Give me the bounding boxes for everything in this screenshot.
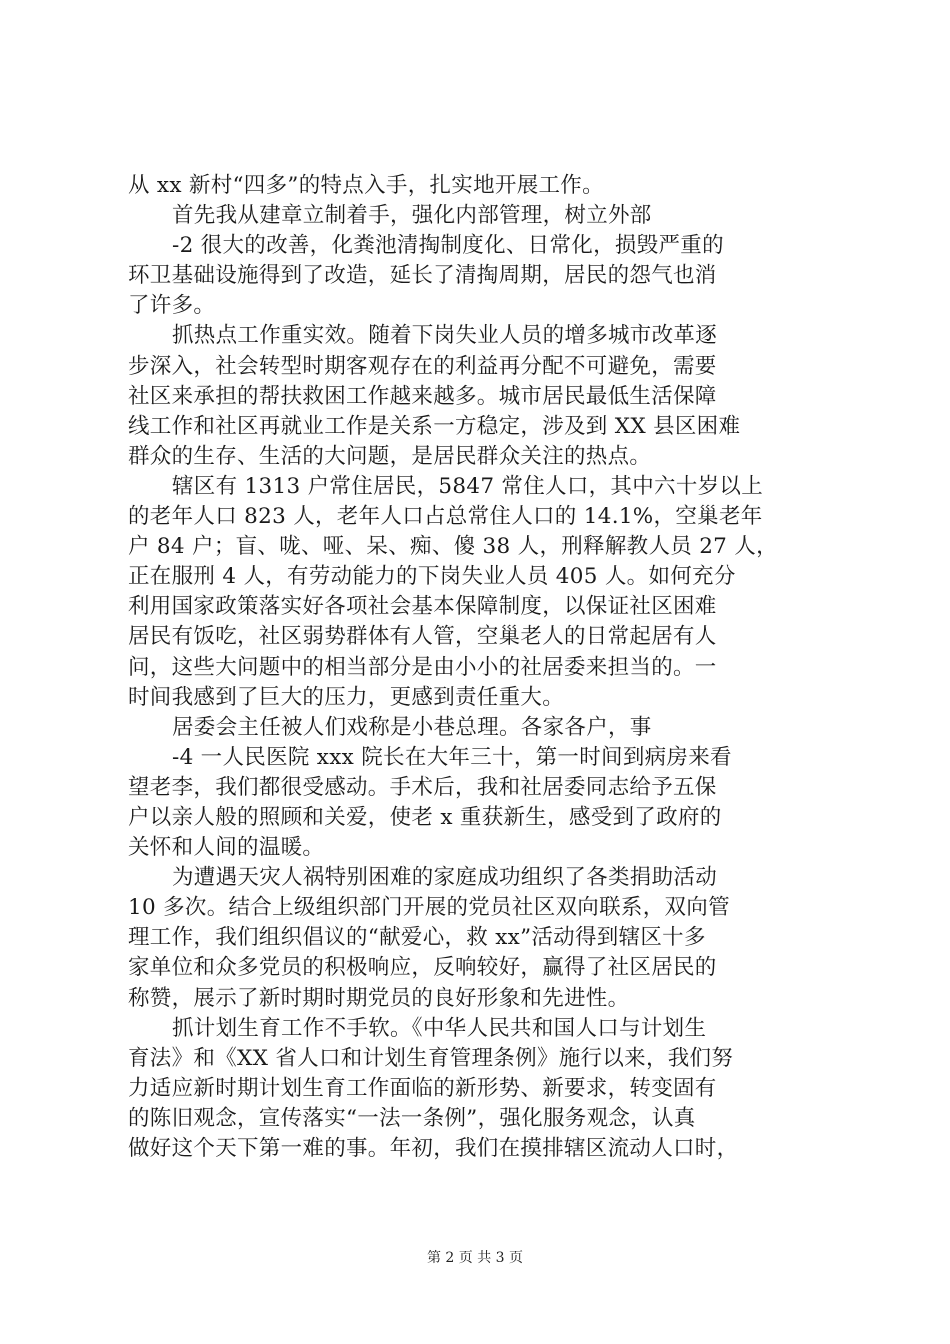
text-line: 步深入，社会转型时期客观存在的利益再分配不可避免，需要 — [128, 353, 717, 379]
text-line: 正在服刑 4 人，有劳动能力的下岗失业人员 405 人。如何充分 — [128, 564, 736, 590]
text-line: 社区来承担的帮扶救困工作越来越多。城市居民最低生活保障 — [128, 383, 717, 409]
text-line: 为遭遇天灾人祸特别困难的家庭成功组织了各类捐助活动 — [172, 865, 718, 891]
text-line: 辖区有 1313 户常住居民，5847 常住人口，其中六十岁以上 — [172, 473, 764, 499]
text-line: 理工作，我们组织倡议的“献爱心，救 xx”活动得到辖区十多 — [128, 925, 706, 951]
text-line: 首先我从建章立制着手，强化内部管理，树立外部 — [172, 203, 652, 229]
text-line: 环卫基础设施得到了改造，延长了清掏周期，居民的怨气也消 — [128, 263, 717, 289]
text-line: 育法》和《XX 省人口和计划生育管理条例》施行以来，我们努 — [128, 1045, 734, 1071]
text-line: -4 一人民医院 xxx 院长在大年三十，第一时间到病房来看 — [172, 744, 732, 770]
text-line: 称赞，展示了新时期时期党员的良好形象和先进性。 — [128, 985, 630, 1011]
text-line: 力适应新时期计划生育工作面临的新形势、新要求，转变固有 — [128, 1075, 717, 1101]
text-line: 望老李，我们都很受感动。手术后，我和社居委同志给予五保 — [128, 774, 717, 800]
text-line: 抓热点工作重实效。随着下岗失业人员的增多城市改革逐 — [172, 323, 718, 349]
text-line: 户以亲人般的照顾和关爱，使老 x 重获新生，感受到了政府的 — [128, 804, 722, 830]
page-footer: 第 2 页 共 3 页 — [426, 1250, 524, 1266]
text-line: 居委会主任被人们戏称是小巷总理。各家各户，事 — [172, 714, 652, 740]
text-line: 了许多。 — [128, 293, 216, 319]
text-line: 群众的生存、生活的大问题，是居民群众关注的热点。 — [128, 443, 652, 469]
text-line: 10 多次。结合上级组织部门开展的党员社区双向联系，双向管 — [128, 895, 730, 921]
text-line: 的老年人口 823 人，老年人口占总常住人口的 14.1%，空巢老年 — [128, 504, 763, 530]
text-line: 家单位和众多党员的积极响应，反响较好，赢得了社区居民的 — [128, 955, 717, 981]
text-line: -2 很大的改善，化粪池清掏制度化、日常化，损毁严重的 — [172, 233, 724, 259]
text-line: 问，这些大问题中的相当部分是由小小的社居委来担当的。一 — [128, 654, 717, 680]
text-line: 做好这个天下第一难的事。年初，我们在摸排辖区流动人口时， — [128, 1136, 739, 1161]
text-line: 户 84 户；盲、咙、哑、呆、痴、傻 38 人，刑释解教人员 27 人， — [128, 534, 778, 560]
document-body — [128, 171, 848, 1164]
text-line: 利用国家政策落实好各项社会基本保障制度，以保证社区困难 — [128, 594, 717, 620]
text-line: 的陈旧观念，宣传落实“一法一条例”，强化服务观念，认真 — [128, 1105, 696, 1131]
text-line: 居民有饭吃，社区弱势群体有人管，空巢老人的日常起居有人 — [128, 624, 717, 650]
text-line: 关怀和人间的温暖。 — [128, 835, 325, 861]
text-line: 从 xx 新村“四多”的特点入手，扎实地开展工作。 — [128, 173, 604, 198]
text-line: 时间我感到了巨大的压力，更感到责任重大。 — [128, 684, 565, 710]
text-line: 线工作和社区再就业工作是关系一方稳定，涉及到 XX 县区困难 — [128, 413, 741, 439]
text-line: 抓计划生育工作不手软。《中华人民共和国人口与计划生 — [172, 1015, 707, 1041]
